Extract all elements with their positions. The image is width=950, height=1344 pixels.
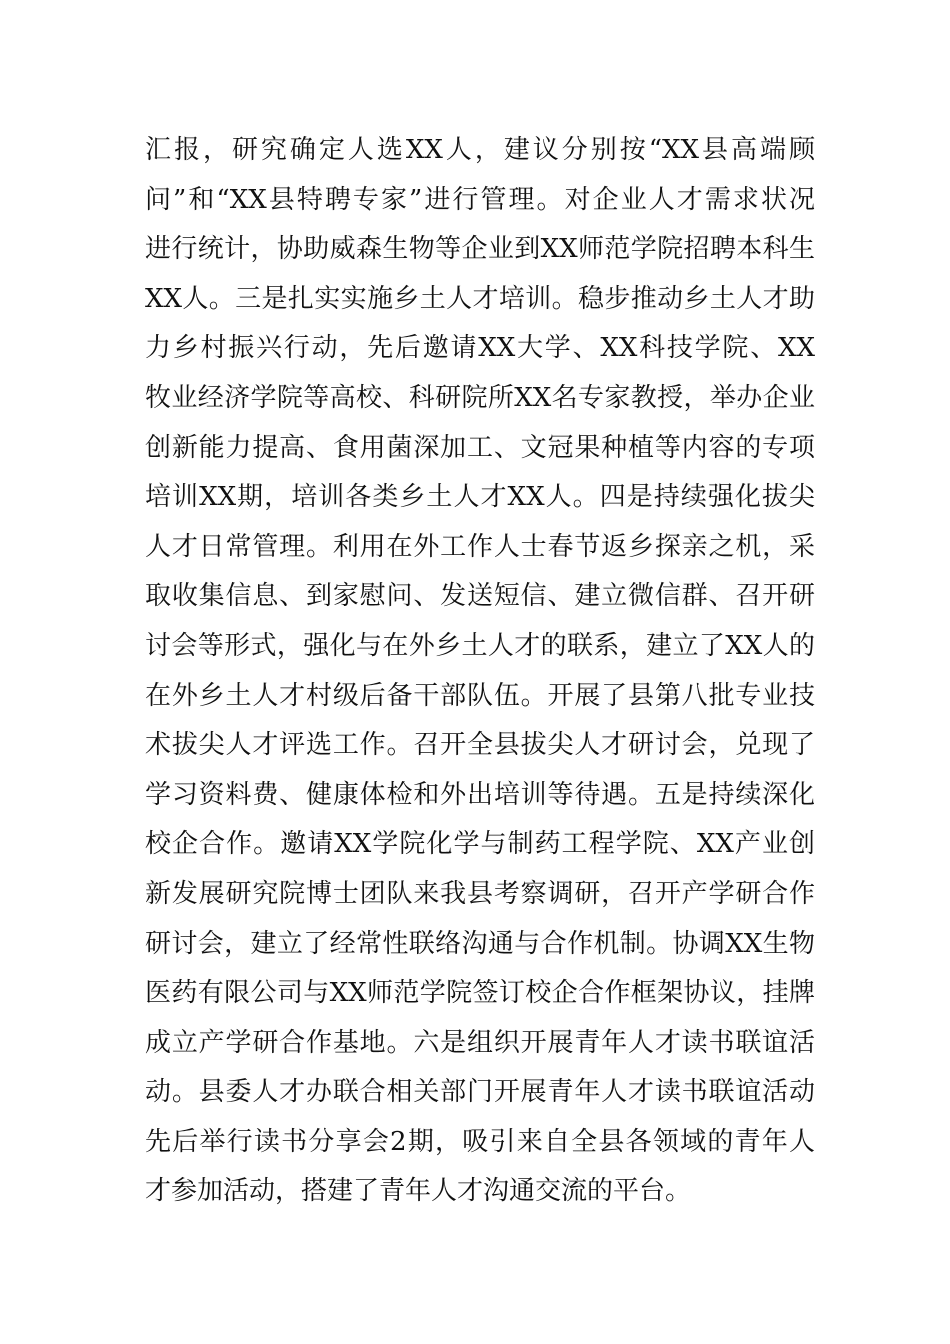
text-line: 进行统计，协助威森生物等企业到XX师范学院招聘本科生 [145, 234, 815, 265]
text-line: 研讨会，建立了经常性联络沟通与合作机制。协调XX生物 [145, 928, 815, 959]
text-line: 校企合作。邀请XX学院化学与制药工程学院、XX产业创 [145, 829, 815, 860]
text-line: 在外乡土人才村级后备干部队伍。开展了县第八批专业技 [145, 680, 815, 711]
body-paragraph [145, 126, 815, 1217]
text-line: 讨会等形式，强化与在外乡土人才的联系，建立了XX人的 [145, 630, 815, 661]
text-line: 培训XX期，培训各类乡土人才XX人。四是持续强化拔尖 [145, 482, 815, 513]
text-line: 医药有限公司与XX师范学院签订校企合作框架协议，挂牌 [145, 978, 815, 1009]
text-line: 问”和“XX县特聘专家”进行管理。对企业人才需求状况 [145, 184, 815, 215]
text-line: 取收集信息、到家慰问、发送短信、建立微信群、召开研 [145, 581, 815, 612]
text-line: XX人。三是扎实实施乡土人才培训。稳步推动乡土人才助 [145, 283, 815, 314]
text-line: 汇报，研究确定人选XX人，建议分别按“XX县高端顾 [145, 135, 815, 165]
text-line: 牧业经济学院等高校、科研院所XX名专家教授，举办企业 [145, 382, 815, 413]
text-line: 动。县委人才办联合相关部门开展青年人才读书联谊活动 [145, 1077, 815, 1108]
text-line: 成立产学研合作基地。六是组织开展青年人才读书联谊活 [145, 1027, 815, 1058]
text-line: 人才日常管理。利用在外工作人士春节返乡探亲之机，采 [145, 531, 815, 562]
text-line: 术拔尖人才评选工作。召开全县拔尖人才研讨会，兑现了 [145, 730, 815, 761]
text-line: 创新能力提高、食用菌深加工、文冠果种植等内容的专项 [145, 432, 815, 463]
text-line: 学习资料费、健康体检和外出培训等待遇。五是持续深化 [145, 779, 815, 810]
text-line: 新发展研究院博士团队来我县考察调研，召开产学研合作 [145, 878, 815, 909]
text-line: 才参加活动，搭建了青年人才沟通交流的平台。 [145, 1176, 692, 1207]
text-line: 力乡村振兴行动，先后邀请XX大学、XX科技学院、XX [145, 333, 815, 364]
text-line: 先后举行读书分享会2期，吸引来自全县各领域的青年人 [145, 1126, 815, 1157]
